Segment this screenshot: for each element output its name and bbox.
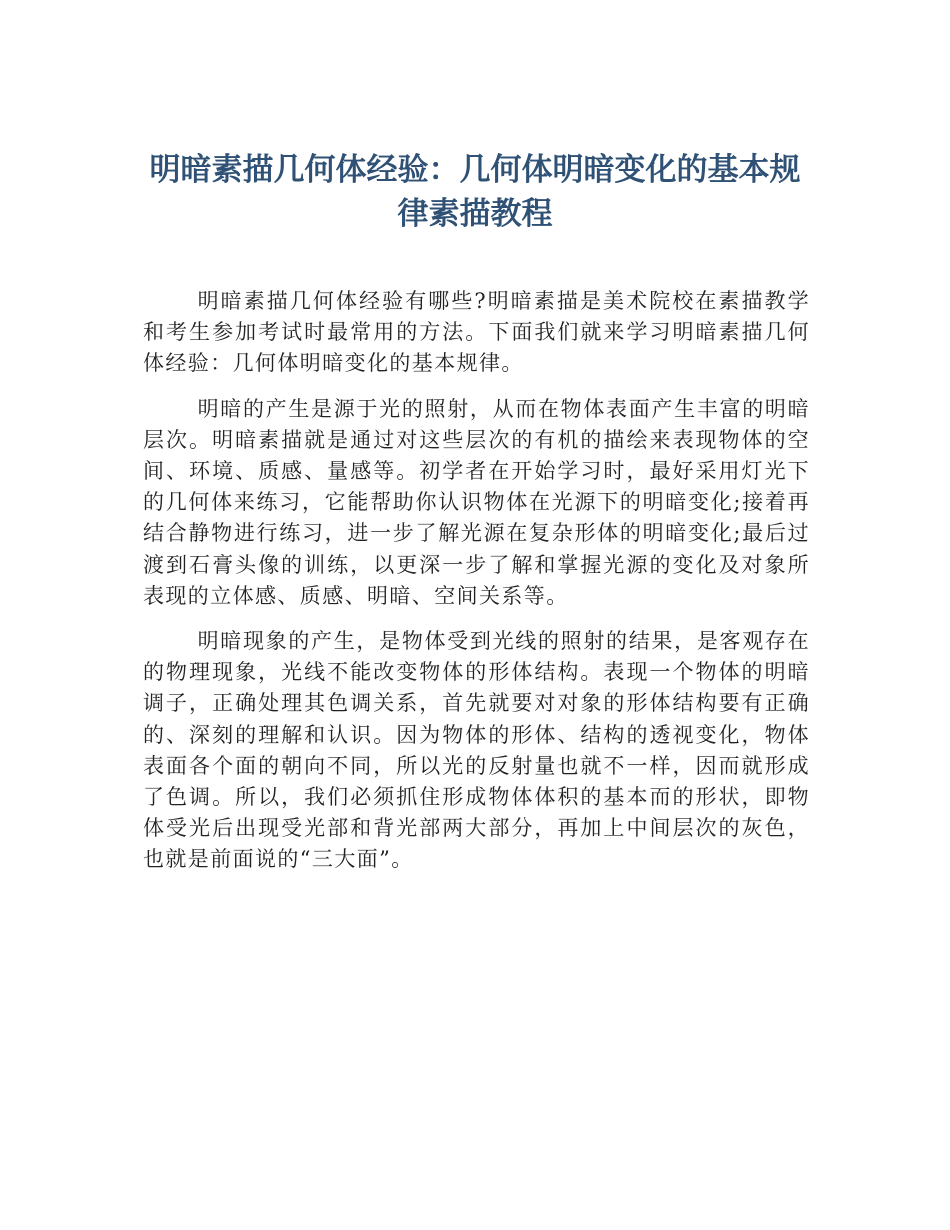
paragraph-2: 明暗的产生是源于光的照射，从而在物体表面产生丰富的明暗层次。明暗素描就是通过对这些层次的有机的描绘来表现物体的空间、环境、质感、量感等。初学者在开始学习时，最好采用灯光下的几何体来练习，它能帮助你认识物体在光源下的明暗变化;接着再结合静物进行练习，进一步了解光源在复杂形体的明暗变化;最后过渡到石膏头像的训练，以更深一步了解和掌握光源的变化及对象所表现的立体感、质感、明暗、空间关系等。: [143, 396, 810, 608]
document-title: 明暗素描几何体经验：几何体明暗变化的基本规律素描教程: [149, 152, 801, 232]
paragraph-1: 明暗素描几何体经验有哪些?明暗素描是美术院校在素描教学和考生参加考试时最常用的方法。下面我们就来学习明暗素描几何体经验：几何体明暗变化的基本规律。: [143, 289, 810, 376]
paragraph-3: 明暗现象的产生，是物体受到光线的照射的结果，是客观存在的物理现象，光线不能改变物体的形体结构。表现一个物体的明暗调子，正确处理其色调关系，首先就要对对象的形体结构要有正确的、深刻的理解和认识。因为物体的形体、结构的透视变化，物体表面各个面的朝向不同，所以光的反射量也就不一样，因而就形成了色调。所以，我们必须抓住形成物体体积的基本而的形状，即物体受光后出现受光部和背光部两大部分，再加上中间层次的灰色，也就是前面说的“三大面”。: [143, 629, 810, 872]
document-body: [143, 286, 810, 890]
